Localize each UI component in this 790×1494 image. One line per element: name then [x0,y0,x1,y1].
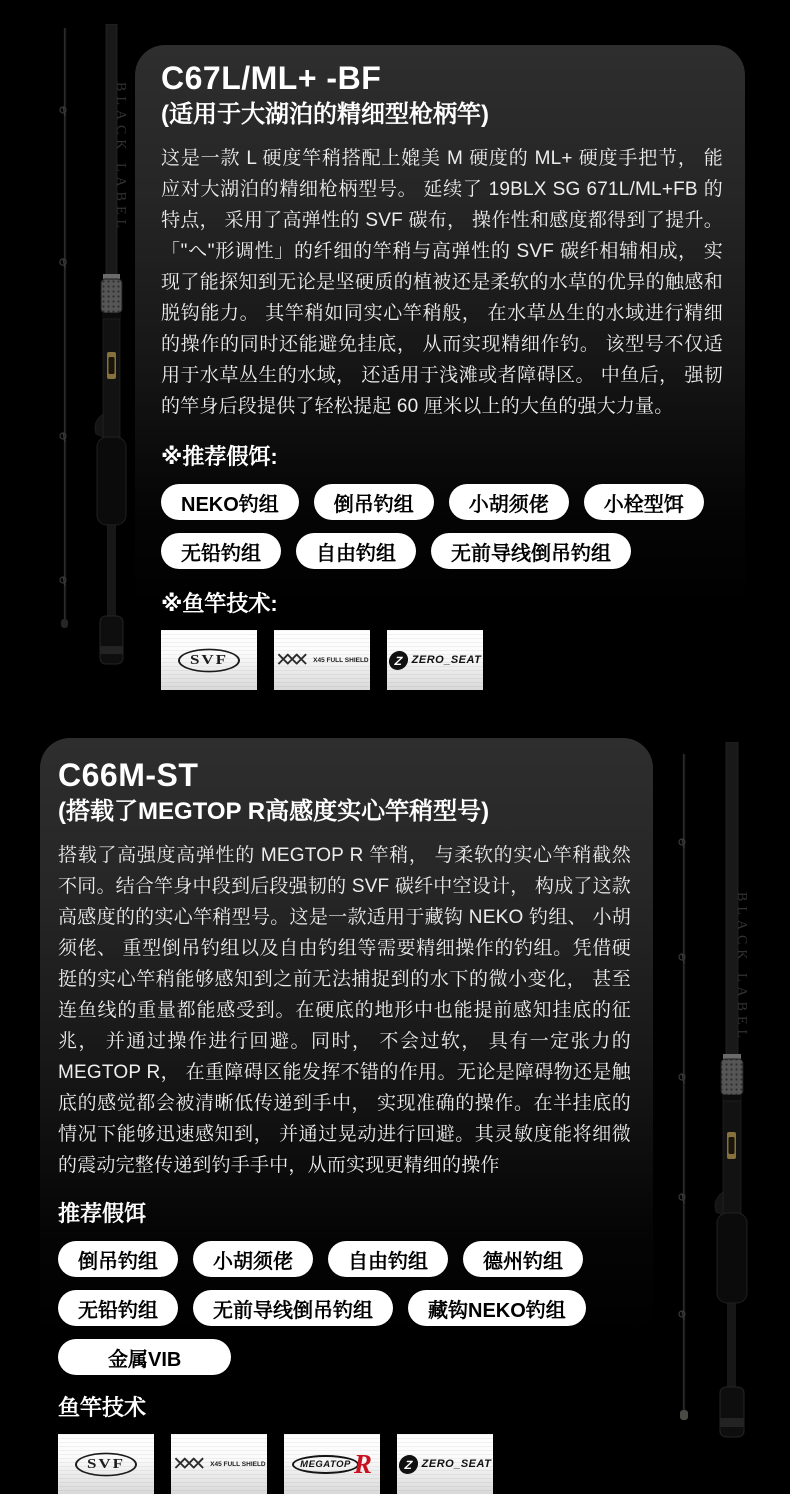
tech-badge-svf [58,1434,154,1494]
model-title: C66M-ST [58,757,199,793]
zeroseat-logo-text: ZERO_SEAT [411,654,482,667]
lure-pill[interactable]: 无铅钓组 [161,533,281,569]
lure-pill[interactable]: 自由钓组 [328,1241,448,1277]
lure-pill[interactable]: 德州钓组 [463,1241,583,1277]
product-card-c66 [40,738,653,1479]
rod-butt-section [95,24,128,664]
tech-badge-zeroseat [387,630,483,690]
lure-pill[interactable]: 金属VIB [58,1339,231,1375]
zeroseat-icon: Z [398,1455,419,1474]
lure-pill[interactable]: 无前导线倒吊钓组 [431,533,631,569]
tech-badge-list [161,630,723,690]
svf-logo: SVF [178,648,240,672]
tech-heading: ※鱼竿技术: [161,591,278,617]
x45-logo-text: X45 FULL SHIELD [210,1460,266,1468]
model-title: C67L/ML+ -BF [161,60,382,96]
rod-image-c66 [654,742,772,1441]
lure-pill-list [58,1241,631,1375]
lures-heading: ※推荐假饵: [161,444,278,470]
model-subtitle: (搭载了MEGTOP R高感度实心竿稍型号) [58,797,490,825]
zeroseat-logo-text: ZERO_SEAT [421,1458,492,1471]
tech-badge-svf [161,630,257,690]
tech-badge-zeroseat [397,1434,493,1494]
lure-pill[interactable]: 无前导线倒吊钓组 [193,1290,393,1326]
svf-logo: SVF [75,1452,137,1476]
rod-image-c67 [36,24,148,669]
lure-pill[interactable]: 小胡须佬 [193,1241,313,1277]
rod-brand-label: BLACK LABEL [734,892,749,1044]
tech-badge-megatop [284,1434,380,1494]
megatop-r-letter: R [353,1448,372,1479]
tech-badge-x45 [171,1434,267,1494]
model-description: 搭载了高强度高弹性的 MEGTOP R 竿稍， 与柔软的实心竿稍截然不同。结合竿身中段到后段强韧的 SVF 碳纤中空设计， 构成了这款高感度的的实心竿稍型号。这是一款适用于藏钩 NEKO 钓组、 小胡须佬、 重型倒吊钓组以及自由钓组等需要精细操作的钓组。凭借硬挺的实心竿稍能够感知到之前无法捕捉到的水下的微小变化， 甚至连鱼线的重量都能感受到。在硬底的地形中也能提前感知挂底的征兆， 并通过操作进行回避。同时， 不会过软， 具有一定张力的MEGTOP R， 在重障碍区能发挥不错的作用。无论是障碍物还是触底的感觉都会被清晰低传递到手中， 实现准确的操作。在半挂底的情况下能够迅速感知到， 并通过晃动进行回避。其灵敏度能将细微的震动完整传递到钓手手中，从而实现更精细的操作 [58,845,631,1177]
megatop-logo: MEGATOP [292,1455,359,1474]
rod-butt-section [715,742,749,1437]
lures-heading: 推荐假饵 [58,1201,147,1227]
lure-pill[interactable]: NEKO钓组 [161,484,299,520]
lure-pill[interactable]: 自由钓组 [296,533,416,569]
product-card-c67 [135,45,745,707]
tech-heading: 鱼竿技术 [58,1395,147,1421]
lure-pill[interactable]: 小栓型饵 [584,484,704,520]
lure-pill[interactable]: 小胡须佬 [449,484,569,520]
x45-weave-icon: ✕✕✕ [275,649,303,671]
rod-brand-label: BLACK LABEL [113,82,128,234]
lure-pill-list [161,484,723,569]
tech-badge-list [58,1434,631,1494]
rod-tip-section [679,754,688,1420]
x45-logo-text: X45 FULL SHIELD [313,656,369,664]
lure-pill[interactable]: 无铅钓组 [58,1290,178,1326]
rod-tip-section [60,28,68,669]
x45-weave-icon: ✕✕✕ [172,1453,200,1475]
tech-badge-x45 [274,630,370,690]
lure-pill[interactable]: 倒吊钓组 [314,484,434,520]
lure-pill[interactable]: 藏钩NEKO钓组 [408,1290,586,1326]
model-description: 这是一款 L 硬度竿稍搭配上媲美 M 硬度的 ML+ 硬度手把节， 能应对大湖泊的精细枪柄型号。 延续了 19BLX SG 671L/ML+FB 的特点， 采用了高弹性的 SVF 碳布， 操作性和感度都得到了提升。 「"へ"形调性」的纤细的竿稍与高弹性的 SVF 碳纤相辅相成， 实现了能探知到无论是坚硬质的植被还是柔软的水草的优异的触感和脱钩能力。 其竿稍如同实心竿稍般， 在水草丛生的水域进行精细的操作的同时还能避免挂底， 从而实现精细作钓。 该型号不仅适用于水草丛生的水域， 还适用于浅滩或者障碍区。 中鱼后， 强韧的竿身后段提供了轻松提起 60 厘米以上的大鱼的强大力量。 [161,148,723,418]
model-subtitle: (适用于大湖泊的精细型枪柄竿) [161,100,489,128]
zeroseat-icon: Z [388,651,409,670]
lure-pill[interactable]: 倒吊钓组 [58,1241,178,1277]
